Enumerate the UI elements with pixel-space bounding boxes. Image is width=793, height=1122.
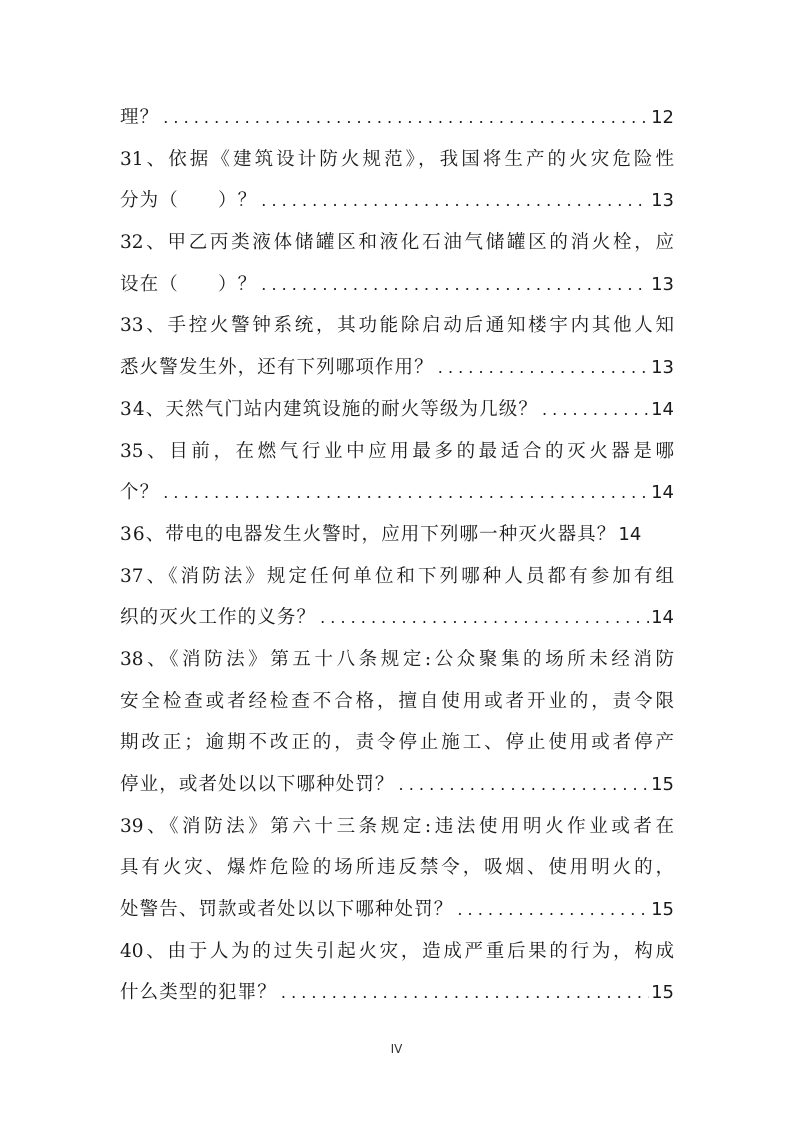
toc-line[interactable] (120, 764, 674, 806)
toc-leader-dots (316, 597, 649, 639)
toc-entry-text: 37、《消防法》规定任何单位和下列哪种人员都有参加有组 (120, 565, 674, 587)
toc-line[interactable] (120, 639, 674, 681)
toc-line[interactable] (120, 222, 674, 264)
toc-leader-dots (277, 972, 649, 1014)
toc-leader-dots (257, 180, 649, 222)
toc-entry-text: 31、依据《建筑设计防火规范》，我国将生产的火灾危险性 (120, 148, 674, 170)
toc-page-number: 14 (651, 482, 674, 504)
table-of-contents (120, 97, 674, 1014)
toc-line[interactable] (120, 139, 674, 181)
toc-page-number: 14 (651, 607, 674, 629)
toc-line[interactable] (120, 597, 674, 639)
toc-leader-dots (257, 264, 649, 306)
toc-line[interactable] (120, 847, 674, 889)
toc-entry-text: 悉火警发生外，还有下列哪项作用？ (120, 357, 434, 379)
toc-leader-dots (395, 764, 650, 806)
toc-entry-text: 设在（ ）？ (120, 273, 258, 295)
toc-page-number: 13 (651, 190, 674, 212)
toc-line[interactable] (120, 305, 674, 347)
toc-entry-text: 什么类型的犯罪？ (120, 982, 277, 1004)
page-number: IV (390, 1042, 403, 1056)
toc-entry-text: 个？ (120, 482, 160, 504)
toc-page-number: 14 (618, 523, 642, 545)
toc-line[interactable] (120, 722, 674, 764)
toc-entry-text: 39、《消防法》第六十三条规定:违法使用明火作业或者在 (120, 815, 674, 837)
toc-entry-text: 处警告、罚款或者处以以下哪种处罚？ (120, 899, 454, 921)
toc-line[interactable] (120, 556, 674, 598)
toc-entry-text: 安全检查或者经检查不合格，擅自使用或者开业的，责令限 (120, 690, 674, 712)
toc-line[interactable] (120, 264, 674, 306)
toc-leader-dots (434, 347, 649, 389)
toc-entry-text: 40、由于人为的过失引起火灾，造成严重后果的行为，构成 (120, 940, 674, 962)
toc-line[interactable] (120, 97, 674, 139)
toc-line[interactable] (120, 972, 674, 1014)
toc-line[interactable] (120, 431, 674, 473)
toc-entry-text: 35、目前，在燃气行业中应用最多的最适合的灭火器是哪 (120, 440, 674, 462)
toc-entry-text: 38、《消防法》第五十八条规定:公众聚集的场所未经消防 (120, 648, 674, 670)
toc-entry-text: 具有火灾、爆炸危险的场所违反禁令，吸烟、使用明火的， (120, 857, 674, 879)
toc-page-number: 15 (651, 982, 674, 1004)
toc-line[interactable] (120, 806, 674, 848)
toc-page-number: 13 (651, 357, 674, 379)
toc-entry-text: 期改正；逾期不改正的，责令停止施工、停止使用或者停产 (120, 732, 674, 754)
toc-line[interactable] (120, 389, 674, 431)
toc-entry-text: 36、带电的电器发生火警时，应用下列哪一种灭火器具？ (120, 523, 617, 545)
toc-entry-text: 织的灭火工作的义务？ (120, 607, 317, 629)
toc-line[interactable] (120, 347, 674, 389)
toc-page-number: 12 (651, 107, 674, 128)
toc-entry-text: 理？ (120, 107, 160, 128)
toc-leader-dots (159, 472, 649, 514)
toc-leader-dots (159, 97, 649, 139)
toc-page-number: 13 (651, 273, 674, 295)
toc-leader-dots (538, 389, 649, 431)
toc-leader-dots (453, 889, 649, 931)
toc-entry-text: 停业，或者处以以下哪种处罚？ (120, 774, 395, 795)
toc-line[interactable] (120, 889, 674, 931)
toc-entry-text: 分为（ ）？ (120, 190, 258, 212)
toc-line[interactable] (120, 472, 674, 514)
toc-line[interactable] (120, 180, 674, 222)
toc-page-number: 15 (651, 899, 674, 921)
toc-line[interactable] (120, 931, 674, 973)
toc-line[interactable] (120, 681, 674, 723)
toc-page-number: 14 (651, 398, 674, 420)
toc-entry-text: 33、手控火警钟系统，其功能除启动后通知楼宇内其他人知 (120, 315, 674, 337)
toc-page-number: 15 (651, 774, 674, 795)
toc-entry-text: 32、甲乙丙类液体储罐区和液化石油气储罐区的消火栓，应 (120, 232, 674, 254)
toc-entry-text: 34、天然气门站内建筑设施的耐火等级为几级？ (120, 398, 538, 420)
toc-line[interactable] (120, 514, 674, 556)
